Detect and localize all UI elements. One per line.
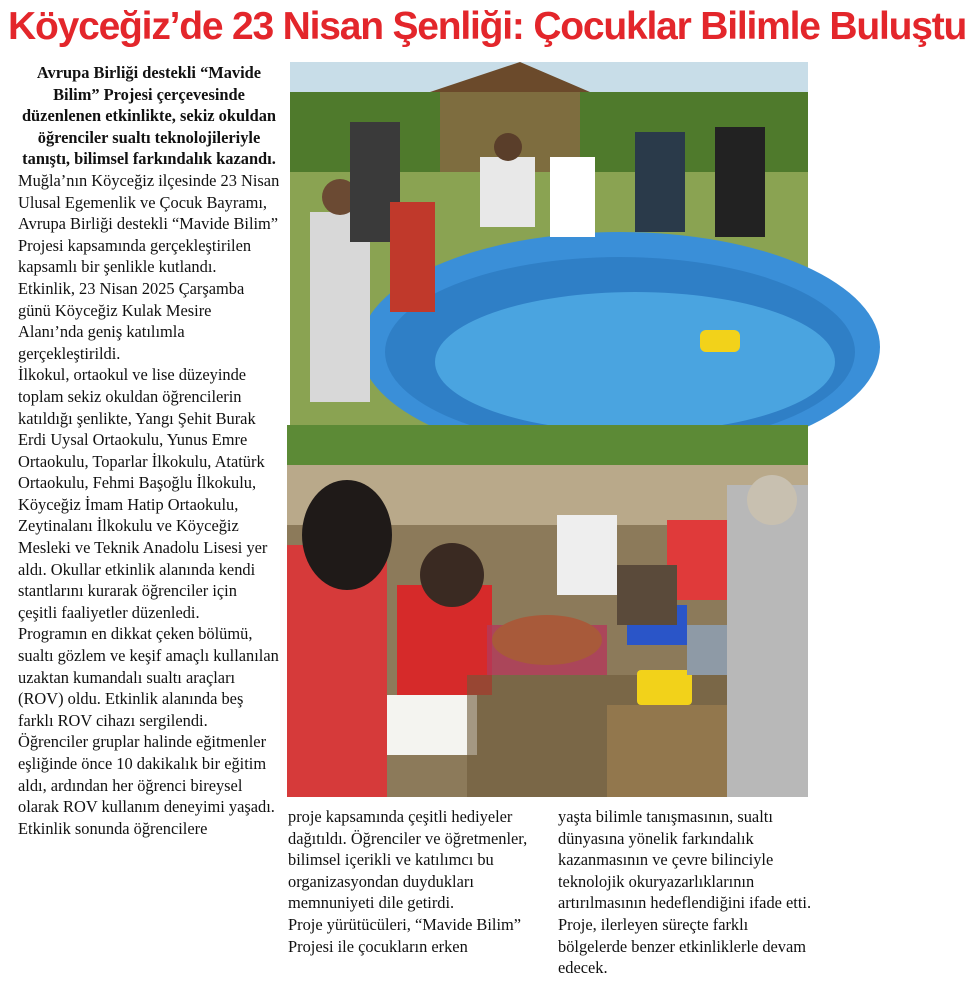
headline: Köyceğiz’de 23 Nisan Şenliği: Çocuklar Bilimle Buluştu [8, 5, 966, 48]
paragraph: Muğla’nın Köyceğiz ilçesinde 23 Nisan Ulusal Egemenlik ve Çocuk Bayramı, Avrupa Birliği destekli “Mavide Bilim” Projesi kapsamında gerçekleştirilen kapsamlı bir şenlikle kutlandı. [18, 170, 280, 277]
paragraph: Etkinlik sonunda öğrencilere [18, 818, 208, 838]
paragraph: Proje yürütücüleri, “Mavide Bilim” Projesi ile çocukların erken [288, 914, 522, 956]
paragraph: Programın en dikkat çeken bölümü, sualtı gözlem ve keşif amaçlı kullanılan uzaktan kumandalı sualtı araçları (ROV) oldu. Etkinlik alanında beş farklı ROV cihazı sergilendi. Öğrenciler gruplar halinde eğitmenler eşliğinde önce 10 dakikalık bir eğitim aldı, ardından her öğrenci bireysel olarak ROV kullanım deneyimi yaşadı. [18, 624, 279, 817]
article-column-3 [558, 806, 820, 979]
paragraph: proje kapsamında çeşitli hediyeler dağıtıldı. Öğrenciler ve öğretmenler, bilimsel içerikli ve katılımcı bu organizasyondan duydukları memnuniyeti dile getirdi. [288, 807, 528, 913]
paragraph: yaşta bilimle tanışmasının, sualtı dünyasına yönelik farkındalık kazanmasının ve çevre bilinciyle teknolojik okuryazarlıklarının artırılmasının hedeflendiğini ifade etti. Proje, ilerleyen süreçte farklı bölgelerde benzer etkinliklerle devam edecek. [558, 807, 812, 978]
paragraph: Etkinlik, 23 Nisan 2025 Çarşamba günü Köyceğiz Kulak Mesire Alanı’nda geniş katılımla gerçekleştirildi. [18, 278, 245, 363]
photo-rov-stand [287, 425, 808, 797]
lead-paragraph: Avrupa Birliği destekli “Mavide Bilim” Projesi çerçevesinde düzenlenen etkinlikte, sekiz okuldan öğrenciler sualtı teknolojileriyle tanıştı, bilimsel farkındalık kazandı. [21, 63, 277, 169]
paragraph: İlkokul, ortaokul ve lise düzeyinde toplam sekiz okuldan öğrencilerin katıldığı şenlikte, Yangı Şehit Burak Erdi Uysal Ortaokulu, Yunus Emre Ortaokulu, Toparlar İlkokulu, Atatürk Ortaokulu, Fehmi Başoğlu İlkokulu, Köyceğiz İmam Hatip Ortaokulu, Zeytinalanı İlkokulu ve Köyceğiz Mesleki ve Teknik Anadolu Lisesi yer aldı. Okullar etkinlik alanında kendi stantlarını kurarak öğrenciler için çeşitli faaliyetler düzenledi. [18, 365, 268, 622]
photo-rov-pool [290, 62, 808, 426]
article-column-1 [18, 62, 280, 839]
article-column-2 [288, 806, 550, 957]
